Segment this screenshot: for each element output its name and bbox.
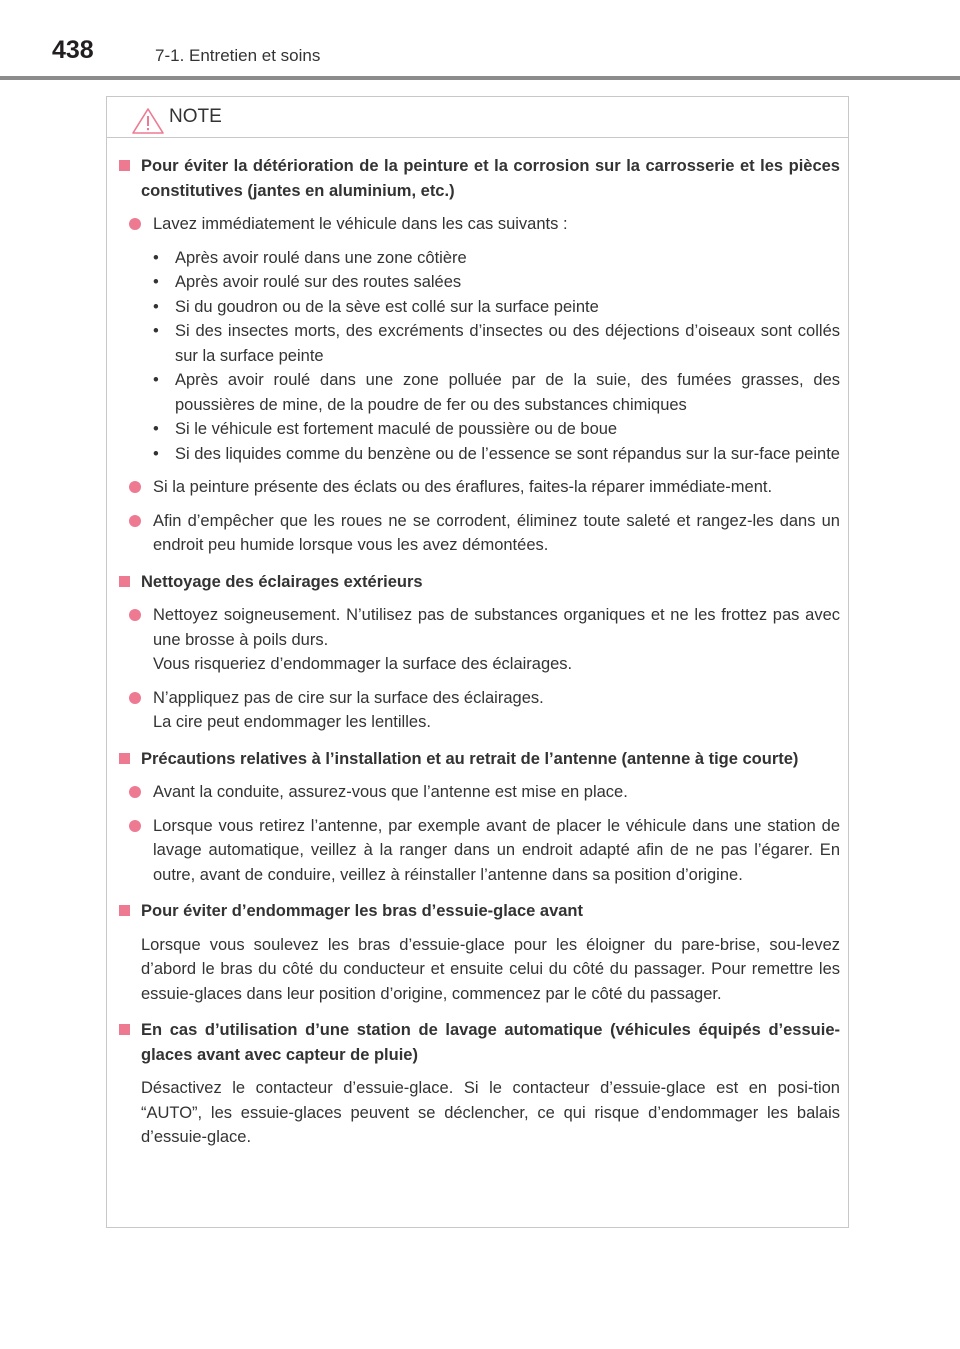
square-bullet-icon bbox=[119, 1024, 130, 1035]
sub-list-text: Après avoir roulé dans une zone côtière bbox=[175, 248, 467, 267]
section-heading bbox=[117, 1018, 840, 1067]
circle-bullet-icon bbox=[129, 786, 141, 798]
page-header bbox=[0, 0, 960, 80]
circle-bullet-icon bbox=[129, 609, 141, 621]
note-header bbox=[107, 97, 848, 138]
small-bullet-icon: • bbox=[153, 420, 159, 438]
header-divider bbox=[0, 76, 960, 80]
warning-triangle-icon bbox=[131, 107, 165, 135]
section-heading bbox=[117, 154, 840, 203]
circle-bullet-icon bbox=[129, 481, 141, 493]
bullet-item bbox=[117, 603, 840, 677]
bullet-text: Si la peinture présente des éclats ou des éraflures, faites-la réparer immédiate-ment. bbox=[153, 478, 773, 496]
note-section bbox=[117, 1018, 840, 1150]
small-bullet-icon: • bbox=[153, 273, 159, 291]
section-paragraph: Désactivez le contacteur d’essuie-glace. Si le contacteur d’essuie-glace est en posi-tion “AUTO”, les essuie-glaces peuvent se déclencher, ce qui risque d’endommager les balais d’essuie-glace. bbox=[141, 1079, 840, 1146]
sub-list-item bbox=[117, 368, 840, 417]
bullet-item bbox=[117, 475, 840, 500]
bullet-item bbox=[117, 780, 840, 805]
section-heading bbox=[117, 899, 840, 924]
sub-list-text: Si des insectes morts, des excréments d’insectes ou des déjections d’oiseaux sont collés sur la surface peinte bbox=[175, 322, 840, 365]
circle-bullet-icon bbox=[129, 692, 141, 704]
sub-list bbox=[117, 246, 840, 467]
bullet-text: Afin d’empêcher que les roues ne se corrodent, éliminez toute saleté et rangez-les dans un endroit peu humide lorsque vous les avez démontées. bbox=[153, 511, 840, 554]
note-section bbox=[117, 747, 840, 888]
note-label: NOTE bbox=[169, 106, 222, 127]
bullet-item bbox=[117, 686, 840, 735]
section-heading-text: Nettoyage des éclairages extérieurs bbox=[141, 572, 423, 591]
section-heading-text: En cas d’utilisation d’une station de lavage automatique (véhicules équipés d’essuie-glaces avant avec capteur de pluie) bbox=[141, 1021, 840, 1064]
note-box bbox=[106, 96, 849, 1228]
small-bullet-icon: • bbox=[153, 322, 159, 340]
note-body bbox=[107, 138, 848, 1150]
square-bullet-icon bbox=[119, 576, 130, 587]
circle-bullet-icon bbox=[129, 820, 141, 832]
bullet-item bbox=[117, 509, 840, 558]
section-title: 7-1. Entretien et soins bbox=[155, 46, 321, 65]
circle-bullet-icon bbox=[129, 218, 141, 230]
bullet-item bbox=[117, 212, 840, 237]
sub-list-text: Si des liquides comme du benzène ou de l’essence se sont répandus sur la sur-face peinte bbox=[175, 444, 840, 463]
section-heading bbox=[117, 570, 840, 595]
sub-list-text: Après avoir roulé dans une zone polluée par de la suie, des fumées grasses, des poussières de mine, de la poudre de fer ou des substances chimiques bbox=[175, 371, 840, 414]
sub-list-text: Si le véhicule est fortement maculé de poussière ou de boue bbox=[175, 420, 618, 438]
small-bullet-icon: • bbox=[153, 297, 159, 316]
bullet-text: La cire peut endommager les lentilles. bbox=[153, 713, 431, 731]
bullet-text: N’appliquez pas de cire sur la surface des éclairages. bbox=[153, 688, 544, 707]
sub-list-item bbox=[117, 295, 840, 320]
sub-list-item bbox=[117, 442, 840, 467]
small-bullet-icon: • bbox=[153, 444, 159, 463]
sub-list-item bbox=[117, 417, 840, 442]
small-bullet-icon: • bbox=[153, 248, 159, 267]
sub-list-item bbox=[117, 319, 840, 368]
small-bullet-icon: • bbox=[153, 371, 159, 389]
sub-list-text: Après avoir roulé sur des routes salées bbox=[175, 273, 462, 291]
note-section bbox=[117, 570, 840, 735]
circle-bullet-icon bbox=[129, 515, 141, 527]
sub-list-item bbox=[117, 270, 840, 295]
bullet-text: Vous risqueriez d’endommager la surface des éclairages. bbox=[153, 655, 573, 673]
square-bullet-icon bbox=[119, 753, 130, 764]
bullet-text: Nettoyez soigneusement. N’utilisez pas de substances organiques et ne les frottez pas avec une brosse à poils durs. bbox=[153, 606, 840, 649]
section-paragraph: Lorsque vous soulevez les bras d’essuie-glace pour les éloigner du pare-brise, sou-levez d’abord le bras du côté du conducteur et ensuite celui du côté du passager. Pour remettre les essuie-glaces dans leur position d’origine, commencez par le côté du passager. bbox=[141, 935, 840, 1003]
note-section bbox=[117, 154, 840, 558]
square-bullet-icon bbox=[119, 160, 130, 171]
bullet-item bbox=[117, 814, 840, 888]
section-heading-text: Pour éviter d’endommager les bras d’essuie-glace avant bbox=[141, 902, 584, 920]
page-number: 438 bbox=[52, 36, 94, 64]
note-section bbox=[117, 899, 840, 1006]
sub-list-item bbox=[117, 246, 840, 271]
section-heading bbox=[117, 747, 840, 772]
bullet-text: Lavez immédiatement le véhicule dans les cas suivants : bbox=[153, 215, 568, 233]
bullet-text: Avant la conduite, assurez-vous que l’antenne est mise en place. bbox=[153, 783, 628, 801]
section-heading-text: Pour éviter la détérioration de la peinture et la corrosion sur la carrosserie et les pièces constitutives (jantes en aluminium, etc.) bbox=[141, 157, 840, 200]
sub-list-text: Si du goudron ou de la sève est collé sur la surface peinte bbox=[175, 297, 599, 316]
bullet-text: Lorsque vous retirez l’antenne, par exemple avant de placer le véhicule dans une station de lavage automatique, veillez à la ranger dans un endroit adapté afin de ne pas l’égarer. En outre, avant de conduire, veillez à réinstaller l’antenne dans sa position d’origine. bbox=[153, 816, 840, 884]
square-bullet-icon bbox=[119, 905, 130, 916]
section-heading-text: Précautions relatives à l’installation et au retrait de l’antenne (antenne à tige courte) bbox=[141, 749, 799, 768]
